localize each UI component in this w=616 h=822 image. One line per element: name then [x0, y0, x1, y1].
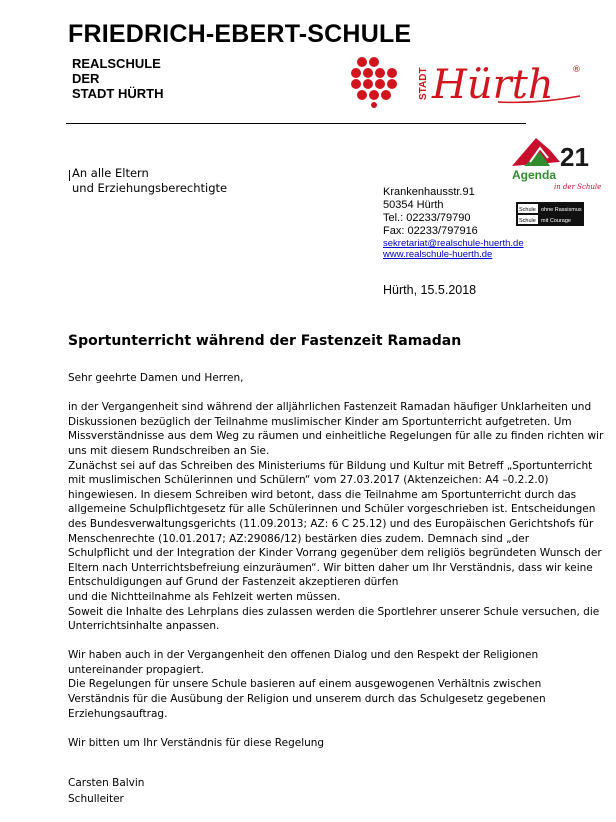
body-line: Soweit die Inhalte des Lehrplans dies zulassen werden die Sportlehrer unserer Schule versuchen, die — [68, 605, 600, 618]
school-subtitle-line-3: STADT HÜRTH — [72, 86, 164, 101]
badge-row1-b: ohne Rassismus — [541, 207, 582, 213]
paragraph-gap — [68, 721, 558, 736]
letter-date: Hürth, 15.5.2018 — [383, 283, 477, 297]
letter-subject: Sportunterricht während der Fastenzeit Ramadan — [68, 333, 462, 349]
agenda-title: Agenda — [512, 168, 557, 182]
paragraph-gap — [68, 386, 558, 401]
body-line: Eltern nach Unterrichtsbefreiung einzuräumen“. Wir bitten daher um Ihr Verständnis, dass wir keine — [68, 561, 593, 574]
recipient-line-1: An alle Eltern — [72, 166, 149, 180]
body-line: in der Vergangenheit sind während der alljährlichen Fastenzeit Ramadan häufiger Unklarheiten und — [68, 401, 592, 414]
body-line: Diskussionen bezüglich der Teilnahme muslimischer Kinder am Sportunterricht aufgetreten. Um — [68, 415, 572, 428]
badge-row2-a: Schule — [519, 218, 536, 224]
signature-role: Schulleiter — [68, 793, 124, 805]
dot-pattern-icon — [351, 57, 397, 108]
body-line: Entschuldigungen auf Grund der Fastenzeit akzeptieren dürfen — [68, 576, 399, 589]
agenda-number: 21 — [560, 142, 589, 172]
school-name: FRIEDRICH-EBERT-SCHULE — [68, 20, 412, 48]
agenda-21-logo — [510, 132, 602, 192]
body-line: allgemeine Schulpflichtgesetz für alle Schülerinnen und Schüler vorgeschrieben ist. Entscheidungen — [68, 503, 596, 516]
badge-row2-b: mit Courage — [541, 218, 571, 224]
body-line: Missverständnisse aus dem Weg zu räumen und einheitliche Regelungen für alle zu finden richten wir — [68, 430, 604, 443]
contact-phone: Tel.: 02233/79790 — [383, 212, 471, 224]
body-line: hingewiesen. In diesem Schreiben wird betont, dass die Teilnahme am Sportunterricht durch das — [68, 488, 577, 501]
body-line: Menschenrechte (10.01.2017; AZ:29086/12) bestärken dies zudem. Demnach sind „der — [68, 532, 530, 545]
logo-prefix: STADT — [418, 67, 429, 100]
contact-street: Krankenhausstr.91 — [383, 186, 475, 198]
body-line: Unterrichtsinhalte anpassen. — [68, 620, 220, 633]
contact-city: 50354 Hürth — [383, 199, 444, 211]
logo-registered-mark: ® — [572, 65, 581, 75]
contact-fax: Fax: 02233/797916 — [383, 225, 478, 237]
body-line: Verständnis für die Ausübung der Religion und unserem durch das Schulgesetz gegebenen — [68, 693, 546, 706]
school-subtitle-line-2: DER — [72, 71, 100, 86]
body-line: Zunächst sei auf das Schreiben des Ministeriums für Bildung und Kultur mit Betreff „Sportunterricht — [68, 459, 593, 472]
body-line: Die Regelungen für unsere Schule basieren auf einem ausgewogenen Verhältnis zwischen — [68, 678, 542, 691]
body-line: uns mit diesem Rundschreiben an Sie. — [68, 444, 270, 457]
text-cursor — [69, 170, 70, 181]
badge-row1-a: Schule — [519, 207, 536, 213]
body-line: mit muslimischen Schülerinnen und Schülern“ vom 27.03.2017 (Aktenzeichen: A4 –0.2.2.0) — [68, 474, 549, 487]
school-subtitle-line-1: REALSCHULE — [72, 56, 161, 71]
body-line: Wir bitten um Ihr Verständnis für diese Regelung — [68, 736, 325, 749]
body-line: Wir haben auch in der Vergangenheit den offenen Dialog und den Respekt der Religionen — [68, 649, 539, 662]
agenda-tagline: in der Schule — [554, 183, 602, 191]
body-line: des Bundesverwaltungsgerichts (11.09.2013; AZ: 6 C 25.12) und des Europäischen Gerichtshofs für — [68, 517, 594, 530]
contact-email-link[interactable]: sekretariat@realschule-huerth.de — [383, 238, 524, 249]
body-paragraphs — [68, 386, 604, 751]
recipient-line-2: und Erziehungsberechtigte — [72, 181, 228, 195]
body-line: untereinander propagiert. — [68, 663, 204, 676]
body-line: Erziehungsauftrag. — [68, 707, 168, 720]
header-divider — [66, 123, 526, 124]
paragraph-gap — [68, 634, 558, 649]
stadt-huerth-logo — [348, 54, 588, 108]
body-line: Schulpflicht und der Integration der Kinder Vorrang gegenüber dem religiös begründeten Wunsch der — [68, 547, 602, 560]
logo-name: Hürth — [432, 62, 554, 108]
letter-body — [68, 371, 604, 750]
schule-ohne-rassismus-badge — [516, 202, 584, 226]
salutation: Sehr geehrte Damen und Herren, — [68, 372, 244, 384]
contact-web-link[interactable]: www.realschule-huerth.de — [383, 249, 493, 260]
signature-name: Carsten Balvin — [68, 777, 145, 789]
body-line: und die Nichtteilnahme als Fehlzeit werten müssen. — [68, 590, 341, 603]
